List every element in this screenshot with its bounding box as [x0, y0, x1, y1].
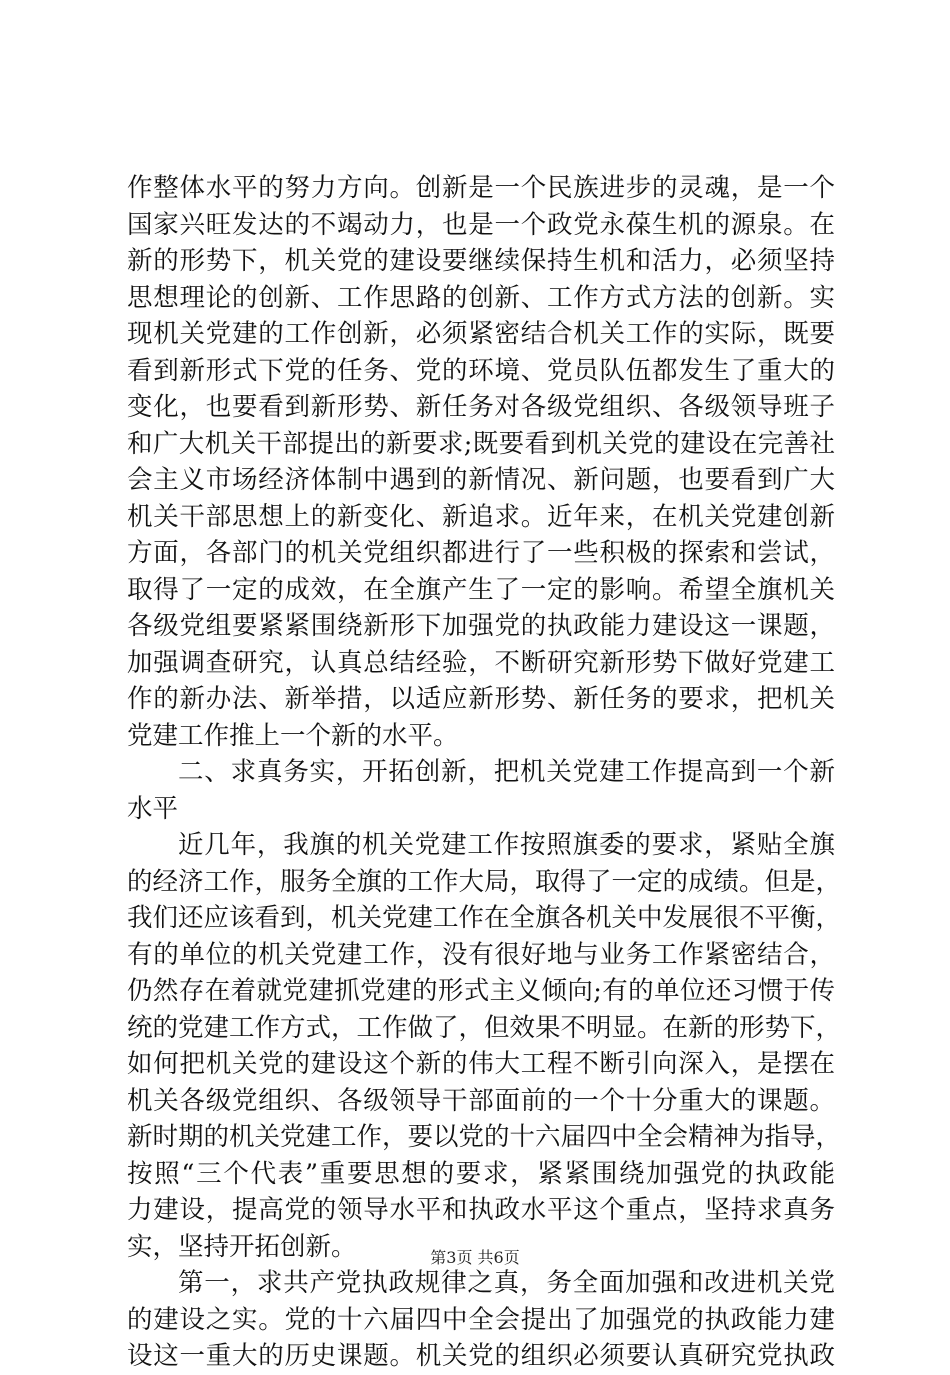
- text-line: 水平: [127, 793, 179, 824]
- text-line: 现机关党建的工作创新，必须紧密结合机关工作的实际，既要: [127, 319, 835, 349]
- text-line: 按照“三个代表”重要思想的要求，紧紧围绕加强党的执政能: [127, 1158, 835, 1189]
- text-line: 机关各级党组织、各级领导干部面前的一个十分重大的课题。: [127, 1085, 835, 1116]
- text-line: 实，坚持开拓创新。: [127, 1231, 357, 1262]
- document-body: [127, 170, 842, 1375]
- text-line: 新的形势下，机关党的建设要继续保持生机和活力，必须坚持: [127, 246, 835, 276]
- text-line: 加强调查研究，认真总结经验，不断研究新形势下做好党建工: [127, 647, 835, 678]
- text-line: 各级党组要紧紧围绕新形下加强党的执政能力建设这一课题，: [127, 611, 835, 641]
- text-line: 二、求真务实，开拓创新，把机关党建工作提高到一个新: [178, 757, 835, 787]
- text-line: 变化，也要看到新形势、新任务对各级党组织、各级领导班子: [127, 392, 835, 422]
- text-line: 如何把机关党的建设这个新的伟大工程不断引向深入，是摆在: [127, 1049, 835, 1079]
- text-line: 设这一重大的历史课题。机关党的组织必须要认真研究党执政: [127, 1341, 835, 1371]
- page-footer: 第3页 共6页: [430, 1248, 520, 1267]
- text-line: 思想理论的创新、工作思路的创新、工作方式方法的创新。实: [127, 282, 835, 313]
- text-line: 国家兴旺发达的不竭动力，也是一个政党永葆生机的源泉。在: [127, 209, 835, 240]
- text-line: 方面，各部门的机关党组织都进行了一些积极的探索和尝试，: [127, 538, 835, 568]
- text-line: 取得了一定的成效，在全旗产生了一定的影响。希望全旗机关: [127, 574, 835, 605]
- text-line: 看到新形式下党的任务、党的环境、党员队伍都发生了重大的: [127, 355, 835, 386]
- text-line: 近几年，我旗的机关党建工作按照旗委的要求，紧贴全旗: [178, 830, 835, 860]
- text-line: 作的新办法、新举措，以适应新形势、新任务的要求，把机关: [127, 684, 835, 714]
- text-line: 作整体水平的努力方向。创新是一个民族进步的灵魂，是一个: [127, 173, 835, 203]
- text-line: 仍然存在着就党建抓党建的形式主义倾向;有的单位还习惯于传: [127, 976, 835, 1006]
- text-line: 的经济工作，服务全旗的工作大局，取得了一定的成绩。但是，: [127, 866, 842, 897]
- text-line: 力建设，提高党的领导水平和执政水平这个重点，坚持求真务: [127, 1195, 835, 1225]
- text-line: 新时期的机关党建工作，要以党的十六届四中全会精神为指导，: [127, 1122, 842, 1152]
- text-line: 统的党建工作方式，工作做了，但效果不明显。在新的形势下，: [127, 1012, 842, 1043]
- text-line: 机关干部思想上的新变化、新追求。近年来，在机关党建创新: [127, 501, 835, 532]
- text-line: 第一，求共产党执政规律之真，务全面加强和改进机关党: [178, 1268, 835, 1298]
- text-line: 和广大机关干部提出的新要求;既要看到机关党的建设在完善社: [127, 428, 835, 459]
- text-line: 会主义市场经济体制中遇到的新情况、新问题，也要看到广大: [127, 465, 835, 495]
- text-line: 有的单位的机关党建工作，没有很好地与业务工作紧密结合，: [127, 939, 835, 970]
- text-line: 我们还应该看到，机关党建工作在全旗各机关中发展很不平衡，: [127, 903, 842, 933]
- text-line: 的建设之实。党的十六届四中全会提出了加强党的执政能力建: [127, 1304, 835, 1335]
- text-line: 党建工作推上一个新的水平。: [127, 720, 459, 751]
